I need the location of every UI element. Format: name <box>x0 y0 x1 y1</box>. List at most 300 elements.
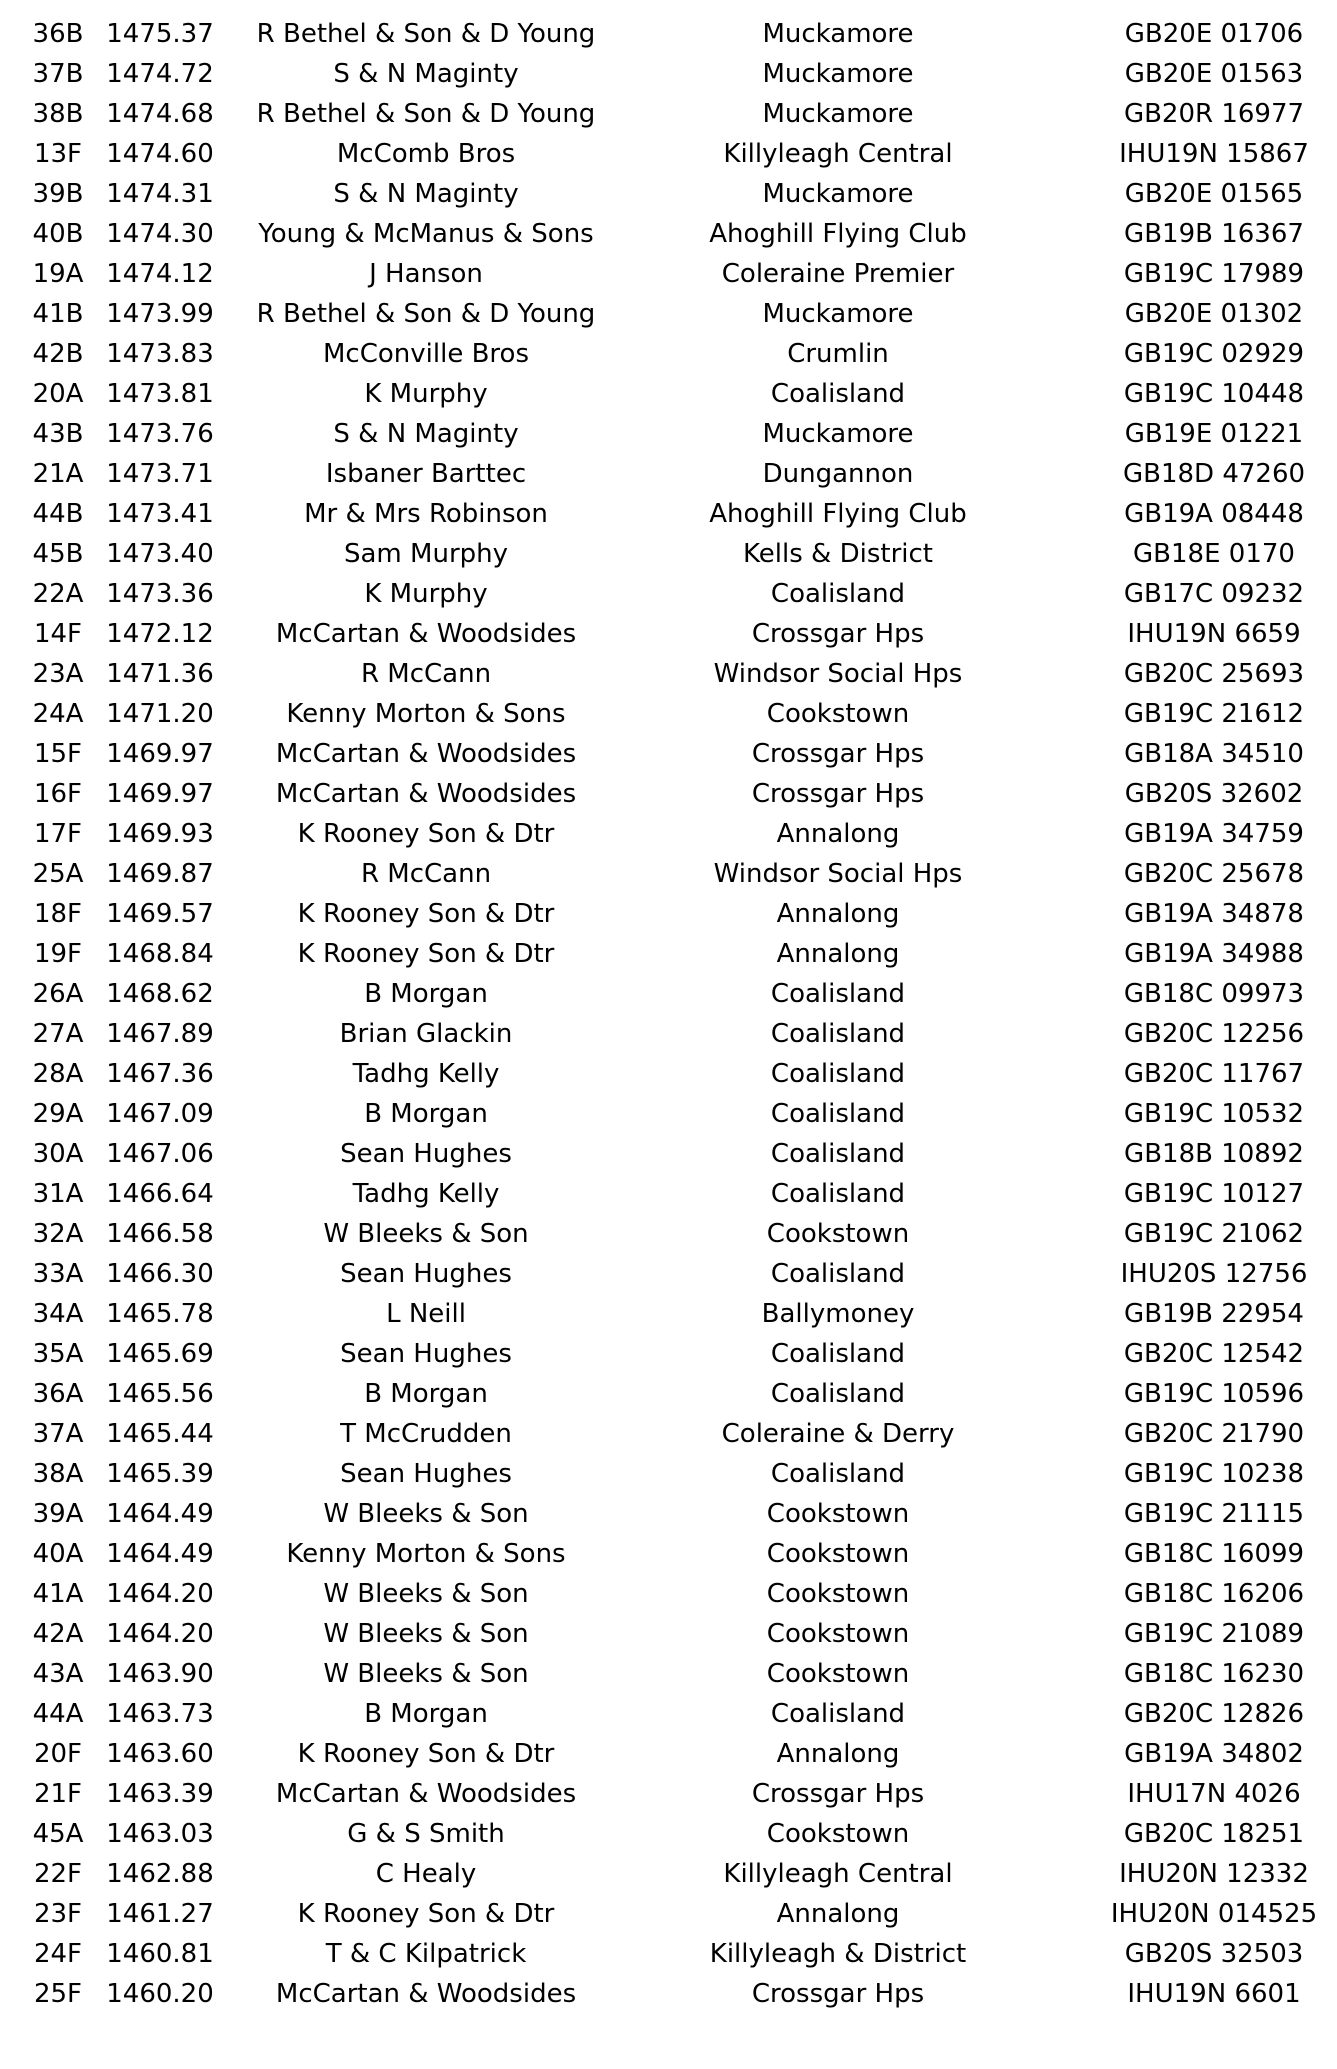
fancier-name-cell: Sam Murphy <box>344 539 508 569</box>
club-cell: Annalong <box>776 819 900 849</box>
table-row <box>0 414 1337 454</box>
ring-number-cell: GB20C 12826 <box>1123 1699 1305 1729</box>
ring-number-cell: GB20C 25678 <box>1123 859 1305 889</box>
table-row <box>0 454 1337 494</box>
fancier-name-cell: Sean Hughes <box>340 1459 512 1489</box>
club-cell: Killyleagh & District <box>709 1939 967 1969</box>
results-table <box>0 14 1337 2014</box>
position-cell: 25F <box>33 1979 83 2009</box>
position-cell: 43A <box>32 1659 84 1689</box>
table-row <box>0 1974 1337 2014</box>
table-row <box>0 1694 1337 1734</box>
position-cell: 24F <box>33 1939 83 1969</box>
ring-number-cell: GB19A 08448 <box>1124 499 1304 529</box>
table-row <box>0 1094 1337 1134</box>
fancier-name-cell: B Morgan <box>364 1699 488 1729</box>
ring-number-cell: IHU19N 6601 <box>1127 1979 1301 2009</box>
table-row <box>0 1894 1337 1934</box>
table-row <box>0 1774 1337 1814</box>
club-cell: Crossgar Hps <box>751 779 925 809</box>
velocity-cell: 1473.83 <box>106 339 214 369</box>
ring-number-cell: GB19E 01221 <box>1124 419 1304 449</box>
ring-number-cell: GB20C 21790 <box>1123 1419 1305 1449</box>
position-cell: 22F <box>33 1859 83 1889</box>
fancier-name-cell: K Rooney Son & Dtr <box>297 939 555 969</box>
club-cell: Cookstown <box>766 1819 910 1849</box>
ring-number-cell: GB19C 10596 <box>1123 1379 1305 1409</box>
velocity-cell: 1467.09 <box>106 1099 214 1129</box>
table-row <box>0 1614 1337 1654</box>
club-cell: Muckamore <box>762 59 914 89</box>
position-cell: 37A <box>32 1419 84 1449</box>
ring-number-cell: GB18C 16099 <box>1123 1539 1305 1569</box>
table-row <box>0 214 1337 254</box>
ring-number-cell: GB18B 10892 <box>1124 1139 1304 1169</box>
club-cell: Cookstown <box>766 1539 910 1569</box>
ring-number-cell: GB19B 16367 <box>1124 219 1304 249</box>
club-cell: Ahoghill Flying Club <box>709 499 967 529</box>
ring-number-cell: GB20C 12256 <box>1123 1019 1305 1049</box>
club-cell: Coleraine & Derry <box>721 1419 955 1449</box>
table-row <box>0 1654 1337 1694</box>
club-cell: Coalisland <box>770 1139 906 1169</box>
fancier-name-cell: W Bleeks & Son <box>323 1219 529 1249</box>
position-cell: 45B <box>32 539 84 569</box>
fancier-name-cell: C Healy <box>375 1859 477 1889</box>
position-cell: 41B <box>32 299 84 329</box>
fancier-name-cell: K Murphy <box>364 579 488 609</box>
club-cell: Cookstown <box>766 1499 910 1529</box>
table-row <box>0 614 1337 654</box>
table-row <box>0 1214 1337 1254</box>
velocity-cell: 1463.39 <box>106 1779 214 1809</box>
position-cell: 44B <box>32 499 84 529</box>
position-cell: 31A <box>32 1179 84 1209</box>
fancier-name-cell: McCartan & Woodsides <box>275 779 577 809</box>
club-cell: Killyleagh Central <box>723 1859 953 1889</box>
table-row <box>0 574 1337 614</box>
ring-number-cell: GB18A 34510 <box>1124 739 1304 769</box>
club-cell: Coalisland <box>770 1379 906 1409</box>
club-cell: Cookstown <box>766 699 910 729</box>
fancier-name-cell: S & N Maginty <box>333 179 519 209</box>
fancier-name-cell: McComb Bros <box>336 139 516 169</box>
club-cell: Coleraine Premier <box>721 259 955 289</box>
table-row <box>0 494 1337 534</box>
club-cell: Coalisland <box>770 1699 906 1729</box>
position-cell: 41A <box>32 1579 84 1609</box>
ring-number-cell: GB20E 01706 <box>1124 19 1304 49</box>
ring-number-cell: GB20R 16977 <box>1123 99 1305 129</box>
fancier-name-cell: Sean Hughes <box>340 1259 512 1289</box>
fancier-name-cell: S & N Maginty <box>333 419 519 449</box>
club-cell: Cookstown <box>766 1619 910 1649</box>
velocity-cell: 1465.69 <box>106 1339 214 1369</box>
table-row <box>0 54 1337 94</box>
ring-number-cell: IHU19N 6659 <box>1127 619 1301 649</box>
club-cell: Crossgar Hps <box>751 1779 925 1809</box>
table-row <box>0 654 1337 694</box>
velocity-cell: 1465.39 <box>106 1459 214 1489</box>
velocity-cell: 1473.36 <box>106 579 214 609</box>
table-row <box>0 1254 1337 1294</box>
table-row <box>0 1134 1337 1174</box>
table-row <box>0 174 1337 214</box>
ring-number-cell: GB20S 32503 <box>1124 1939 1304 1969</box>
velocity-cell: 1467.89 <box>106 1019 214 1049</box>
ring-number-cell: GB19A 34878 <box>1124 899 1304 929</box>
velocity-cell: 1463.73 <box>106 1699 214 1729</box>
table-row <box>0 774 1337 814</box>
club-cell: Muckamore <box>762 99 914 129</box>
position-cell: 26A <box>32 979 84 1009</box>
fancier-name-cell: Brian Glackin <box>339 1019 513 1049</box>
club-cell: Annalong <box>776 899 900 929</box>
table-row <box>0 1174 1337 1214</box>
fancier-name-cell: J Hanson <box>369 259 483 289</box>
velocity-cell: 1474.72 <box>106 59 214 89</box>
fancier-name-cell: S & N Maginty <box>333 59 519 89</box>
velocity-cell: 1473.40 <box>106 539 214 569</box>
club-cell: Ballymoney <box>761 1299 915 1329</box>
position-cell: 33A <box>32 1259 84 1289</box>
table-row <box>0 374 1337 414</box>
table-row <box>0 694 1337 734</box>
ring-number-cell: GB19C 21089 <box>1123 1619 1305 1649</box>
position-cell: 43B <box>32 419 84 449</box>
table-row <box>0 1414 1337 1454</box>
table-row <box>0 934 1337 974</box>
club-cell: Coalisland <box>770 1019 906 1049</box>
ring-number-cell: GB19C 10448 <box>1123 379 1305 409</box>
velocity-cell: 1471.20 <box>106 699 214 729</box>
velocity-cell: 1473.71 <box>106 459 214 489</box>
position-cell: 23A <box>32 659 84 689</box>
velocity-cell: 1461.27 <box>106 1899 214 1929</box>
position-cell: 42B <box>32 339 84 369</box>
fancier-name-cell: R McCann <box>360 659 492 689</box>
position-cell: 14F <box>33 619 83 649</box>
club-cell: Annalong <box>776 1899 900 1929</box>
position-cell: 23F <box>33 1899 83 1929</box>
club-cell: Coalisland <box>770 579 906 609</box>
club-cell: Muckamore <box>762 19 914 49</box>
table-row <box>0 534 1337 574</box>
velocity-cell: 1465.56 <box>106 1379 214 1409</box>
ring-number-cell: GB20C 11767 <box>1123 1059 1305 1089</box>
club-cell: Cookstown <box>766 1659 910 1689</box>
table-row <box>0 894 1337 934</box>
position-cell: 27A <box>32 1019 84 1049</box>
velocity-cell: 1462.88 <box>106 1859 214 1889</box>
fancier-name-cell: K Rooney Son & Dtr <box>297 1739 555 1769</box>
ring-number-cell: IHU20N 12332 <box>1119 1859 1309 1889</box>
club-cell: Crossgar Hps <box>751 1979 925 2009</box>
fancier-name-cell: R McCann <box>360 859 492 889</box>
fancier-name-cell: Tadhg Kelly <box>352 1059 500 1089</box>
fancier-name-cell: W Bleeks & Son <box>323 1499 529 1529</box>
club-cell: Muckamore <box>762 299 914 329</box>
velocity-cell: 1464.49 <box>106 1539 214 1569</box>
ring-number-cell: GB20C 18251 <box>1123 1819 1305 1849</box>
ring-number-cell: GB18D 47260 <box>1122 459 1306 489</box>
club-cell: Killyleagh Central <box>723 139 953 169</box>
position-cell: 25A <box>32 859 84 889</box>
position-cell: 15F <box>33 739 83 769</box>
club-cell: Windsor Social Hps <box>713 659 963 689</box>
fancier-name-cell: K Murphy <box>364 379 488 409</box>
position-cell: 39B <box>32 179 84 209</box>
velocity-cell: 1464.20 <box>106 1619 214 1649</box>
position-cell: 36B <box>32 19 84 49</box>
table-row <box>0 1294 1337 1334</box>
fancier-name-cell: G & S Smith <box>347 1819 505 1849</box>
fancier-name-cell: Isbaner Barttec <box>325 459 527 489</box>
ring-number-cell: GB20C 12542 <box>1123 1339 1305 1369</box>
table-row <box>0 1494 1337 1534</box>
position-cell: 32A <box>32 1219 84 1249</box>
fancier-name-cell: McCartan & Woodsides <box>275 1979 577 2009</box>
table-row <box>0 854 1337 894</box>
velocity-cell: 1466.30 <box>106 1259 214 1289</box>
ring-number-cell: GB19C 21115 <box>1123 1499 1305 1529</box>
velocity-cell: 1465.78 <box>106 1299 214 1329</box>
fancier-name-cell: B Morgan <box>364 1379 488 1409</box>
fancier-name-cell: R Bethel & Son & D Young <box>256 299 596 329</box>
position-cell: 37B <box>32 59 84 89</box>
table-row <box>0 1814 1337 1854</box>
velocity-cell: 1469.87 <box>106 859 214 889</box>
fancier-name-cell: McCartan & Woodsides <box>275 739 577 769</box>
position-cell: 17F <box>33 819 83 849</box>
club-cell: Cookstown <box>766 1219 910 1249</box>
velocity-cell: 1466.64 <box>106 1179 214 1209</box>
ring-number-cell: GB19A 34759 <box>1124 819 1304 849</box>
position-cell: 18F <box>33 899 83 929</box>
table-row <box>0 1574 1337 1614</box>
position-cell: 21A <box>32 459 84 489</box>
fancier-name-cell: R Bethel & Son & D Young <box>256 99 596 129</box>
ring-number-cell: IHU20N 014525 <box>1110 1899 1318 1929</box>
table-row <box>0 1454 1337 1494</box>
position-cell: 45A <box>32 1819 84 1849</box>
ring-number-cell: GB18C 16206 <box>1123 1579 1305 1609</box>
velocity-cell: 1469.97 <box>106 739 214 769</box>
club-cell: Coalisland <box>770 1459 906 1489</box>
position-cell: 16F <box>33 779 83 809</box>
velocity-cell: 1465.44 <box>106 1419 214 1449</box>
ring-number-cell: GB19B 22954 <box>1124 1299 1304 1329</box>
fancier-name-cell: L Neill <box>386 1299 466 1329</box>
velocity-cell: 1473.81 <box>106 379 214 409</box>
velocity-cell: 1464.49 <box>106 1499 214 1529</box>
club-cell: Ahoghill Flying Club <box>709 219 967 249</box>
velocity-cell: 1463.90 <box>106 1659 214 1689</box>
velocity-cell: 1460.20 <box>106 1979 214 2009</box>
fancier-name-cell: W Bleeks & Son <box>323 1579 529 1609</box>
fancier-name-cell: Kenny Morton & Sons <box>286 1539 566 1569</box>
fancier-name-cell: Mr & Mrs Robinson <box>304 499 548 529</box>
club-cell: Dungannon <box>762 459 914 489</box>
table-row <box>0 94 1337 134</box>
table-row <box>0 1534 1337 1574</box>
position-cell: 19F <box>33 939 83 969</box>
velocity-cell: 1474.30 <box>106 219 214 249</box>
velocity-cell: 1467.36 <box>106 1059 214 1089</box>
ring-number-cell: IHU19N 15867 <box>1119 139 1309 169</box>
ring-number-cell: IHU20S 12756 <box>1120 1259 1308 1289</box>
velocity-cell: 1472.12 <box>106 619 214 649</box>
table-row <box>0 1054 1337 1094</box>
table-row <box>0 974 1337 1014</box>
position-cell: 35A <box>32 1339 84 1369</box>
ring-number-cell: GB19C 17989 <box>1123 259 1305 289</box>
club-cell: Annalong <box>776 1739 900 1769</box>
position-cell: 40B <box>32 219 84 249</box>
ring-number-cell: GB19C 02929 <box>1123 339 1305 369</box>
table-row <box>0 1854 1337 1894</box>
ring-number-cell: GB20S 32602 <box>1124 779 1304 809</box>
position-cell: 28A <box>32 1059 84 1089</box>
position-cell: 21F <box>33 1779 83 1809</box>
fancier-name-cell: W Bleeks & Son <box>323 1659 529 1689</box>
ring-number-cell: GB20E 01565 <box>1124 179 1304 209</box>
club-cell: Coalisland <box>770 979 906 1009</box>
table-row <box>0 1334 1337 1374</box>
club-cell: Coalisland <box>770 1099 906 1129</box>
fancier-name-cell: Young & McManus & Sons <box>258 219 594 249</box>
fancier-name-cell: T McCrudden <box>340 1419 512 1449</box>
velocity-cell: 1474.31 <box>106 179 214 209</box>
velocity-cell: 1469.97 <box>106 779 214 809</box>
fancier-name-cell: K Rooney Son & Dtr <box>297 1899 555 1929</box>
ring-number-cell: GB19C 10532 <box>1123 1099 1305 1129</box>
table-row <box>0 814 1337 854</box>
velocity-cell: 1473.41 <box>106 499 214 529</box>
fancier-name-cell: T & C Kilpatrick <box>325 1939 527 1969</box>
table-row <box>0 1934 1337 1974</box>
fancier-name-cell: McCartan & Woodsides <box>275 619 577 649</box>
position-cell: 20A <box>32 379 84 409</box>
club-cell: Kells & District <box>743 539 933 569</box>
position-cell: 38A <box>32 1459 84 1489</box>
fancier-name-cell: W Bleeks & Son <box>323 1619 529 1649</box>
velocity-cell: 1474.60 <box>106 139 214 169</box>
velocity-cell: 1463.03 <box>106 1819 214 1849</box>
ring-number-cell: GB19C 10238 <box>1123 1459 1305 1489</box>
velocity-cell: 1468.84 <box>106 939 214 969</box>
fancier-name-cell: K Rooney Son & Dtr <box>297 819 555 849</box>
table-row <box>0 734 1337 774</box>
ring-number-cell: IHU17N 4026 <box>1127 1779 1301 1809</box>
velocity-cell: 1469.57 <box>106 899 214 929</box>
velocity-cell: 1463.60 <box>106 1739 214 1769</box>
ring-number-cell: GB17C 09232 <box>1123 579 1305 609</box>
ring-number-cell: GB20E 01302 <box>1124 299 1304 329</box>
ring-number-cell: GB19C 10127 <box>1123 1179 1305 1209</box>
club-cell: Coalisland <box>770 379 906 409</box>
fancier-name-cell: Sean Hughes <box>340 1139 512 1169</box>
velocity-cell: 1468.62 <box>106 979 214 1009</box>
ring-number-cell: GB19C 21612 <box>1123 699 1305 729</box>
ring-number-cell: GB20E 01563 <box>1124 59 1304 89</box>
position-cell: 20F <box>33 1739 83 1769</box>
position-cell: 19A <box>32 259 84 289</box>
velocity-cell: 1471.36 <box>106 659 214 689</box>
velocity-cell: 1467.06 <box>106 1139 214 1169</box>
position-cell: 38B <box>32 99 84 129</box>
fancier-name-cell: K Rooney Son & Dtr <box>297 899 555 929</box>
fancier-name-cell: B Morgan <box>364 1099 488 1129</box>
table-row <box>0 254 1337 294</box>
velocity-cell: 1464.20 <box>106 1579 214 1609</box>
velocity-cell: 1475.37 <box>106 19 214 49</box>
velocity-cell: 1469.93 <box>106 819 214 849</box>
fancier-name-cell: R Bethel & Son & D Young <box>256 19 596 49</box>
club-cell: Crossgar Hps <box>751 739 925 769</box>
position-cell: 24A <box>32 699 84 729</box>
table-row <box>0 1734 1337 1774</box>
position-cell: 40A <box>32 1539 84 1569</box>
velocity-cell: 1466.58 <box>106 1219 214 1249</box>
fancier-name-cell: B Morgan <box>364 979 488 1009</box>
ring-number-cell: GB18E 0170 <box>1133 539 1295 569</box>
ring-number-cell: GB19A 34988 <box>1124 939 1304 969</box>
table-row <box>0 294 1337 334</box>
table-row <box>0 1374 1337 1414</box>
table-row <box>0 334 1337 374</box>
position-cell: 36A <box>32 1379 84 1409</box>
position-cell: 42A <box>32 1619 84 1649</box>
ring-number-cell: GB19C 21062 <box>1123 1219 1305 1249</box>
fancier-name-cell: Kenny Morton & Sons <box>286 699 566 729</box>
velocity-cell: 1474.12 <box>106 259 214 289</box>
position-cell: 34A <box>32 1299 84 1329</box>
fancier-name-cell: McCartan & Woodsides <box>275 1779 577 1809</box>
fancier-name-cell: Sean Hughes <box>340 1339 512 1369</box>
position-cell: 22A <box>32 579 84 609</box>
position-cell: 39A <box>32 1499 84 1529</box>
position-cell: 29A <box>32 1099 84 1129</box>
fancier-name-cell: McConville Bros <box>323 339 529 369</box>
table-row <box>0 14 1337 54</box>
position-cell: 30A <box>32 1139 84 1169</box>
table-row <box>0 1014 1337 1054</box>
fancier-name-cell: Tadhg Kelly <box>352 1179 500 1209</box>
club-cell: Cookstown <box>766 1579 910 1609</box>
velocity-cell: 1473.99 <box>106 299 214 329</box>
ring-number-cell: GB18C 16230 <box>1123 1659 1305 1689</box>
ring-number-cell: GB19A 34802 <box>1124 1739 1304 1769</box>
ring-number-cell: GB18C 09973 <box>1123 979 1305 1009</box>
club-cell: Muckamore <box>762 419 914 449</box>
club-cell: Muckamore <box>762 179 914 209</box>
velocity-cell: 1474.68 <box>106 99 214 129</box>
club-cell: Coalisland <box>770 1179 906 1209</box>
velocity-cell: 1473.76 <box>106 419 214 449</box>
position-cell: 44A <box>32 1699 84 1729</box>
club-cell: Coalisland <box>770 1339 906 1369</box>
club-cell: Coalisland <box>770 1259 906 1289</box>
velocity-cell: 1460.81 <box>106 1939 214 1969</box>
position-cell: 13F <box>33 139 83 169</box>
club-cell: Windsor Social Hps <box>713 859 963 889</box>
ring-number-cell: GB20C 25693 <box>1123 659 1305 689</box>
club-cell: Crossgar Hps <box>751 619 925 649</box>
club-cell: Coalisland <box>770 1059 906 1089</box>
club-cell: Crumlin <box>787 339 889 369</box>
table-row <box>0 134 1337 174</box>
